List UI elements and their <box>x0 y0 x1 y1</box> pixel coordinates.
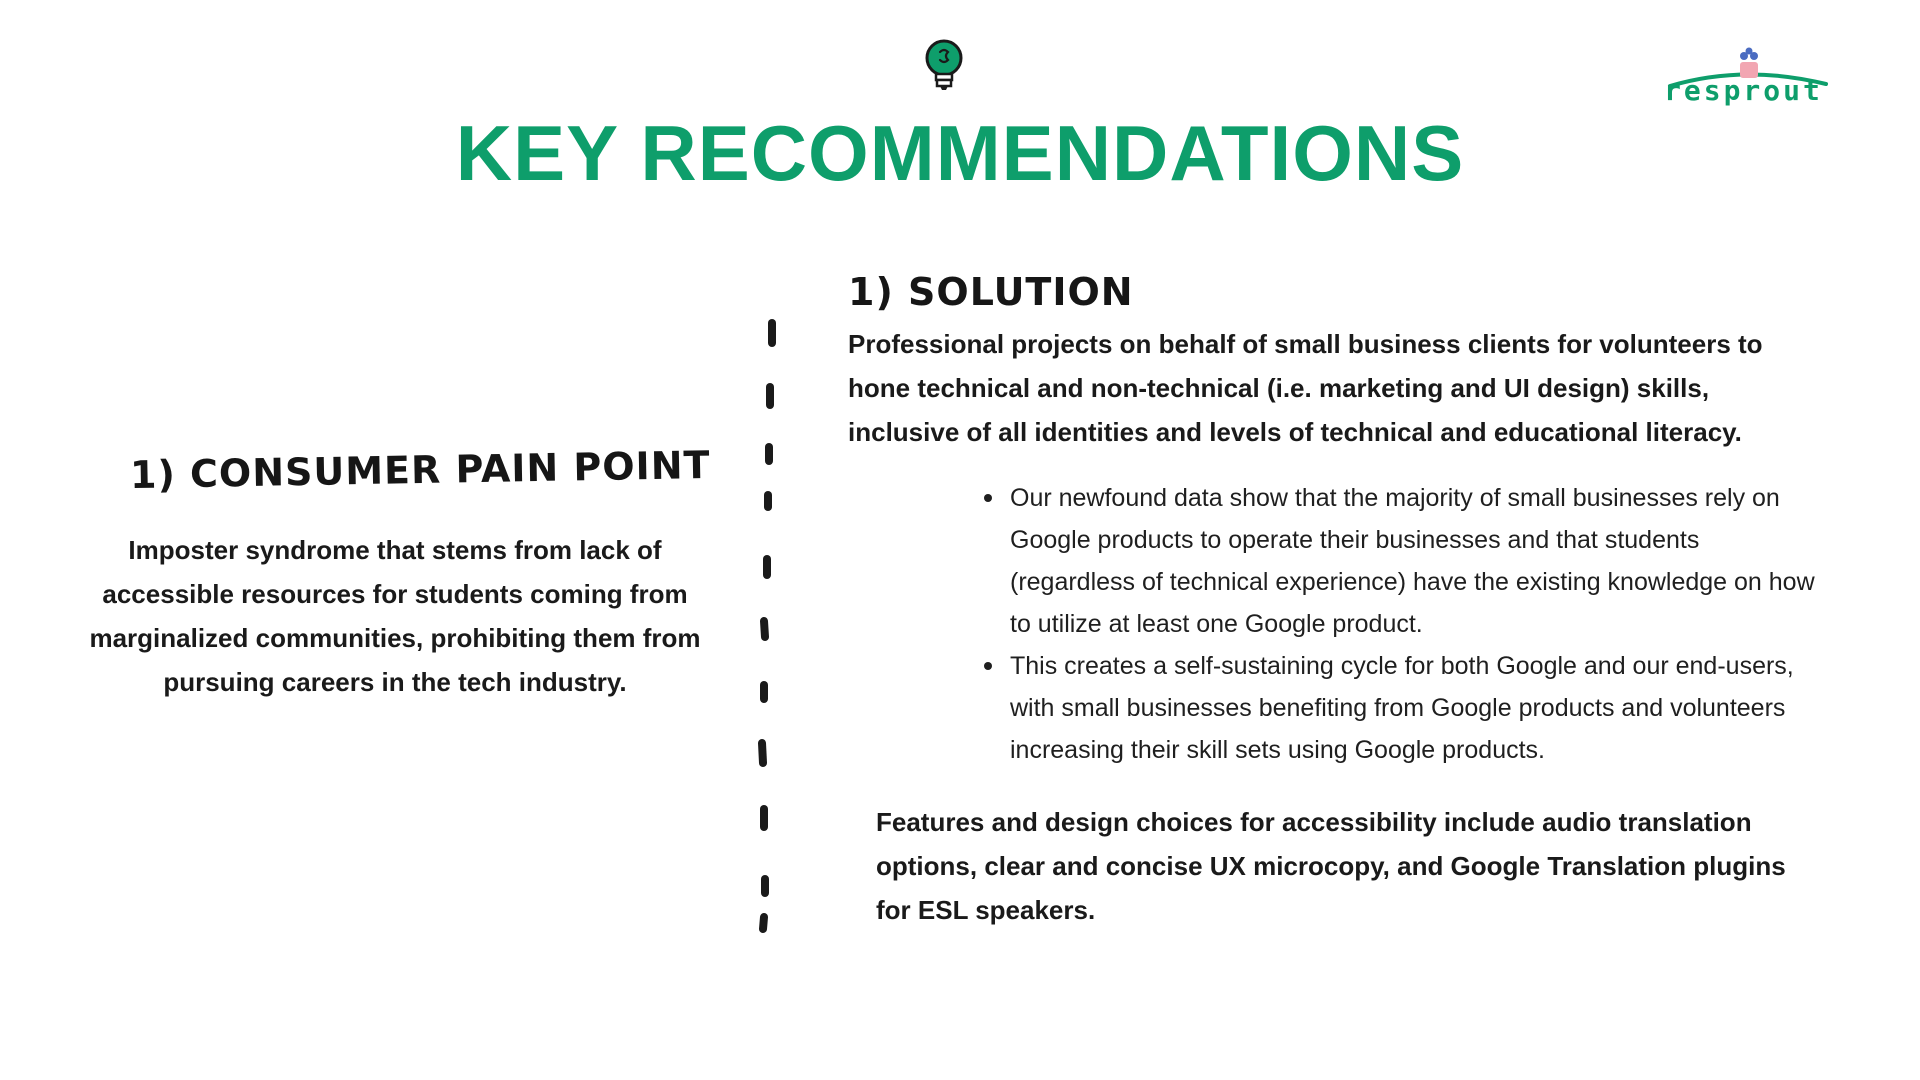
list-item <box>984 645 1824 771</box>
dashed-divider <box>740 315 780 935</box>
page-title: KEY RECOMMENDATIONS <box>455 109 1465 197</box>
pain-point-heading: 1) CONSUMER PAIN POINT <box>129 442 711 498</box>
solution-bullet-list <box>984 477 1824 771</box>
bullet-text: Our newfound data show that the majority of small businesses rely on Google products to operate their businesses and that students (regardless of technical experience) have the existing knowledge on how to utilize at least one Google product. <box>1010 484 1815 638</box>
logo-wordmark: resprout <box>1664 74 1823 107</box>
solution-text: Professional projects on behalf of small business clients for volunteers to hone technical and non-technical (i.e. marketing and UI design) skills, inclusive of all identities and levels of technical and educational literacy. <box>848 329 1763 447</box>
bullet-dot-icon <box>984 494 992 502</box>
lightbulb-icon <box>920 38 968 92</box>
list-item <box>984 477 1824 645</box>
bullet-text: This creates a self-sustaining cycle for both Google and our end-users, with small businesses benefiting from Google products and volunteers increasing their skill sets using Google products. <box>1010 652 1794 764</box>
bullet-dot-icon <box>984 662 992 670</box>
resprout-logo <box>1664 46 1834 112</box>
solution-heading: 1) SOLUTION <box>848 270 1134 314</box>
features-text: Features and design choices for accessibility include audio translation options, clear and concise UX microcopy, and Google Translation plugins for ESL speakers. <box>876 807 1786 925</box>
pain-point-text: Imposter syndrome that stems from lack of accessible resources for students coming from marginalized communities, prohibiting them from pursuing careers in the tech industry. <box>89 535 701 697</box>
